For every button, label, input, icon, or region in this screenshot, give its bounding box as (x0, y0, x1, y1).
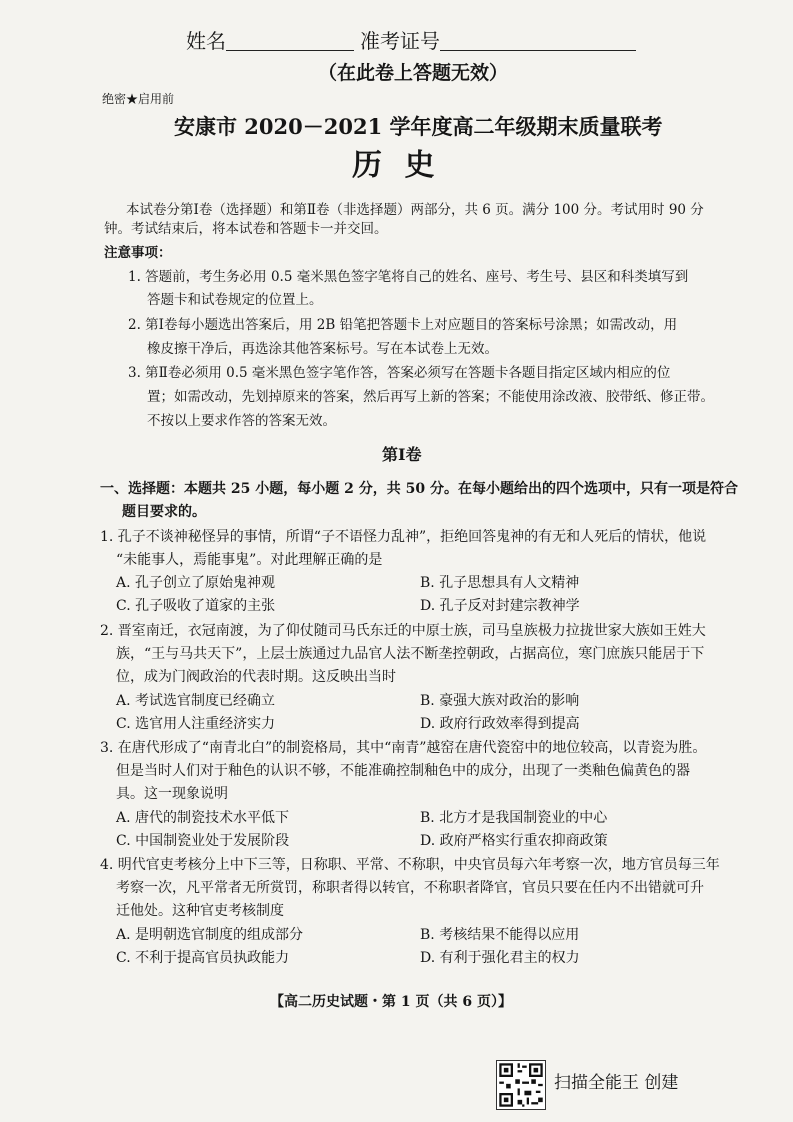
question-4-option-a: A. 是明朝选官制度的组成部分 (116, 927, 304, 943)
question-4-option-c: C. 不利于提高官员执政能力 (116, 950, 290, 966)
question-3-option-d: D. 政府严格实行重农抑商政策 (420, 833, 608, 849)
question-2-option-c: C. 选官用人注重经济实力 (116, 716, 276, 732)
question-3-option-b: B. 北方才是我国制瓷业的中心 (420, 810, 608, 826)
question-2-option-b: B. 豪强大族对政治的影响 (420, 693, 580, 709)
question-2-stem-line-3: 位，成为门阀政治的代表时期。这反映出当时 (116, 669, 396, 685)
notes-heading: 注意事项： (104, 245, 172, 261)
question-2-stem-line-1: 2. 晋室南迁，衣冠南渡，为了仰仗随司马氏东迁的中原士族，司马皇族极力拉拢世家大族如王姓大 (100, 623, 706, 639)
question-1-stem-line-2: “未能事人，焉能事鬼”。对此理解正确的是 (116, 552, 383, 568)
note-2-line-1: 2. 第Ⅰ卷每小题选出答案后，用 2B 铅笔把答题卡上对应题目的答案标号涂黑；如需改动，用 (128, 317, 678, 333)
note-2-line-2: 橡皮擦干净后，再选涂其他答案标号。写在本试卷上无效。 (147, 341, 498, 357)
question-3-option-a: A. 唐代的制瓷技术水平低下 (116, 810, 290, 826)
exam-id-label: 准考证号 (360, 29, 440, 53)
section-title: 第Ⅰ卷 (382, 445, 422, 464)
section-instructions-line-2: 题目要求的。 (122, 504, 206, 520)
subject-title: 历 史 (352, 148, 441, 183)
question-3-stem-line-2: 但是当时人们对于釉色的认识不够，不能准确控制釉色中的成分，出现了一类釉色偏黄色的器 (116, 763, 690, 779)
question-1-stem-line-1: 1. 孔子不谈神秘怪异的事情，所谓“子不语怪力乱神”，拒绝回答鬼神的有无和人死后的情状，他说 (100, 529, 707, 545)
question-2-stem-line-2: 族，“王与马共天下”，上层士族通过九品官人法不断垄控朝政，占据高位，寒门庶族只能居于下 (116, 646, 705, 662)
question-4-option-d: D. 有利于强化君主的权力 (420, 950, 580, 966)
confidential-mark: 绝密★启用前 (102, 92, 175, 106)
question-1-option-b: B. 孔子思想具有人文精神 (420, 575, 580, 591)
qr-code-icon (496, 1060, 546, 1110)
note-1-line-2: 答题卡和试卷规定的位置上。 (147, 292, 323, 308)
page-footer: 【高二历史试题・第 1 页（共 6 页）】 (270, 994, 512, 1010)
answer-invalid-notice: （在此卷上答题无效） (318, 62, 509, 84)
question-3-option-c: C. 中国制瓷业处于发展阶段 (116, 833, 290, 849)
name-underline (226, 50, 354, 51)
question-2-option-a: A. 考试选官制度已经确立 (116, 693, 276, 709)
question-4-option-b: B. 考核结果不能得以应用 (420, 927, 580, 943)
question-1-option-c: C. 孔子吸收了道家的主张 (116, 598, 276, 614)
question-3-stem-line-1: 3. 在唐代形成了“南青北白”的制瓷格局，其中“南青”越窑在唐代瓷窑中的地位较高，以青瓷为胜。 (100, 740, 707, 756)
question-4-stem-line-1: 4. 明代官吏考核分上中下三等，日称职、平常、不称职，中央官员每六年考察一次，地方官员每三年 (100, 857, 720, 873)
intro-line-1: 本试卷分第Ⅰ卷（选择题）和第Ⅱ卷（非选择题）两部分，共 6 页。满分 100 分。考试用时 90 分 (126, 202, 704, 218)
note-3-line-3: 不按以上要求作答的答案无效。 (147, 413, 336, 429)
section-instructions-line-1: 一、选择题：本题共 25 小题，每小题 2 分，共 50 分。在每小题给出的四个选项中，只有一项是符合 (100, 481, 738, 497)
question-3-stem-line-3: 具。这一现象说明 (116, 786, 228, 802)
intro-line-2: 钟。考试结束后，将本试卷和答题卡一并交回。 (104, 221, 388, 237)
exam-id-underline (440, 50, 636, 51)
question-4-stem-line-3: 迁他处。这种官吏考核制度 (116, 903, 284, 919)
note-3-line-1: 3. 第Ⅱ卷必须用 0.5 毫米黑色签字笔作答，答案必须写在答题卡各题目指定区域内相应的位 (128, 365, 671, 381)
exam-title: 安康市 2020－2021 学年度高二年级期末质量联考 (174, 114, 663, 139)
question-2-option-d: D. 政府行政效率得到提高 (420, 716, 580, 732)
name-label: 姓名 (186, 29, 226, 53)
question-1-option-a: A. 孔子创立了原始鬼神观 (116, 575, 276, 591)
question-4-stem-line-2: 考察一次，凡平常者无所赏罚，称职者得以转官，不称职者降官，官员只要在任内不出错就可升 (116, 880, 704, 896)
note-3-line-2: 置；如需改动，先划掉原来的答案，然后再写上新的答案；不能使用涂改液、胶带纸、修正带。 (147, 389, 714, 405)
scanner-watermark: 扫描全能王 创建 (554, 1073, 679, 1093)
question-1-option-d: D. 孔子反对封建宗教神学 (420, 598, 580, 614)
note-1-line-1: 1. 答题前，考生务必用 0.5 毫米黑色签字笔将自己的姓名、座号、考生号、县区和科类填写到 (128, 269, 689, 285)
